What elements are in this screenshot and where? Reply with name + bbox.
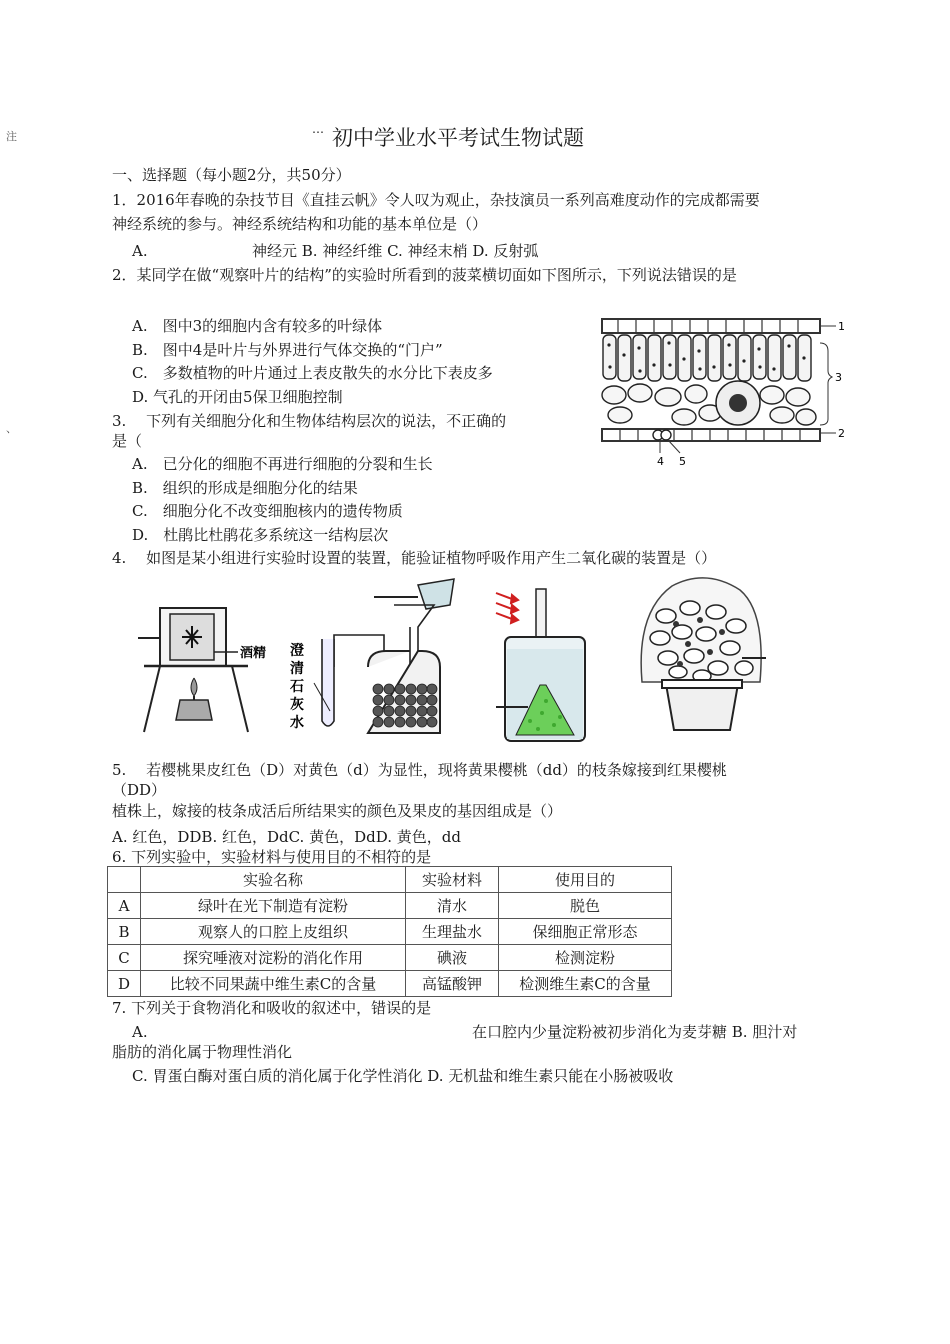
table-cell: B — [108, 919, 141, 945]
margin-mark: 、 — [6, 422, 17, 435]
table-cell: 比较不同果蔬中维生素C的含量 — [141, 971, 406, 997]
figure-label-2: 2 — [838, 427, 845, 440]
apparatus-limewater-figure — [286, 575, 456, 741]
q1-line1: 1．2016年春晚的杂技节目《直挂云帆》令人叹为观止，杂技演员一系列高难度动作的完成都需要 — [112, 191, 760, 209]
q7-line-c: C. 胃蛋白酶对蛋白质的消化属于化学性消化 D. 无机盐和维生素只能在小肠被吸收 — [132, 1067, 674, 1085]
q2-option-d: D. 气孔的开闭由5保卫细胞控制 — [132, 388, 343, 406]
table-row — [108, 945, 672, 971]
label-limewater-5: 水 — [290, 715, 304, 731]
apparatus-potted-plant-figure — [632, 572, 772, 734]
q2-option-a: A. 图中3的细胞内含有较多的叶绿体 — [132, 317, 383, 335]
table-cell: 碘液 — [406, 945, 499, 971]
q7-line-b: 脂肪的消化属于物理性消化 — [112, 1043, 293, 1061]
leaf-cross-section-figure — [596, 315, 854, 471]
q6-experiment-table — [107, 866, 672, 997]
table-row — [108, 971, 672, 997]
q3-stem-line2: 是（ — [112, 432, 143, 450]
table-cell: 绿叶在光下制造有淀粉 — [141, 893, 406, 919]
label-alcohol: 酒精 — [240, 646, 267, 661]
q7-option-a-label: A. — [132, 1023, 148, 1041]
title-mark: … — [312, 122, 324, 136]
q6-stem: 6. 下列实验中，实验材料与使用目的不相符的是 — [112, 848, 432, 866]
apparatus-aquatic-plant-figure — [490, 585, 602, 747]
q5-line1: 5. 若樱桃果皮红色（D）对黄色（d）为显性，现将黄果樱桃（dd）的枝条嫁接到红果樱桃 — [112, 761, 727, 779]
label-limewater-1: 澄 — [290, 643, 304, 659]
table-header: 使用目的 — [499, 867, 672, 893]
table-cell: 探究唾液对淀粉的消化作用 — [141, 945, 406, 971]
q7-line-a: 在口腔内少量淀粉被初步消化为麦芽糖 B. 胆汁对 — [472, 1023, 798, 1041]
q5-options: A. 红色，DDB. 红色，DdC. 黄色，DdD. 黄色，dd — [112, 828, 461, 846]
q4-stem: 4. 如图是某小组进行实验时设置的装置，能验证植物呼吸作用产生二氧化碳的装置是（） — [112, 549, 717, 567]
page-title — [312, 122, 584, 152]
table-cell: 检测维生素C的含量 — [499, 971, 672, 997]
table-row — [108, 893, 672, 919]
table-cell: 检测淀粉 — [499, 945, 672, 971]
table-cell: 高锰酸钾 — [406, 971, 499, 997]
label-limewater-4: 灰 — [290, 697, 304, 713]
table-row — [108, 919, 672, 945]
table-cell: 保细胞正常形态 — [499, 919, 672, 945]
q2-stem: 2．某同学在做“观察叶片的结构”的实验时所看到的菠菜横切面如下图所示，下列说法错误的是 — [112, 266, 737, 284]
q5-line3: 植株上，嫁接的枝条成活后所结果实的颜色及果皮的基因组成是（） — [112, 802, 563, 820]
table-header — [108, 867, 141, 893]
table-header-row — [108, 867, 672, 893]
q3-option-b: B. 组织的形成是细胞分化的结果 — [132, 479, 358, 497]
q5-line2: （DD） — [112, 781, 167, 799]
label-limewater-2: 清 — [290, 661, 304, 677]
q7-stem: 7. 下列关于食物消化和吸收的叙述中，错误的是 — [112, 999, 432, 1017]
q1-options: 神经元 B. 神经纤维 C. 神经末梢 D. 反射弧 — [252, 242, 539, 260]
q2-option-b: B. 图中4是叶片与外界进行气体交换的“门户” — [132, 341, 443, 359]
q3-stem-line1: 3. 下列有关细胞分化和生物体结构层次的说法，不正确的 — [112, 412, 507, 430]
title-text: 初中学业水平考试生物试题 — [332, 126, 584, 150]
table-header: 实验名称 — [141, 867, 406, 893]
table-header: 实验材料 — [406, 867, 499, 893]
margin-mark: 注 — [6, 130, 17, 143]
figure-label-1: 1 — [838, 320, 845, 333]
table-cell: D — [108, 971, 141, 997]
q3-option-a: A. 已分化的细胞不再进行细胞的分裂和生长 — [132, 455, 433, 473]
q3-option-d: D. 杜鹃比杜鹃花多系统这一结构层次 — [132, 526, 389, 544]
q1-option-a-label: A. — [132, 242, 148, 260]
table-cell: 脱色 — [499, 893, 672, 919]
figure-label-5: 5 — [679, 455, 686, 468]
table-cell: 清水 — [406, 893, 499, 919]
table-cell: 观察人的口腔上皮组织 — [141, 919, 406, 945]
apparatus-water-bath-figure — [136, 600, 282, 736]
table-cell: C — [108, 945, 141, 971]
q2-option-c: C. 多数植物的叶片通过上表皮散失的水分比下表皮多 — [132, 364, 493, 382]
table-cell: 生理盐水 — [406, 919, 499, 945]
q3-option-c: C. 细胞分化不改变细胞核内的遗传物质 — [132, 502, 403, 520]
figure-label-3: 3 — [835, 371, 842, 384]
label-limewater-3: 石 — [290, 679, 304, 695]
section-heading: 一、选择题（每小题2分，共50分） — [112, 166, 351, 184]
figure-label-4: 4 — [657, 455, 664, 468]
q1-line2: 神经系统的参与。神经系统结构和功能的基本单位是（） — [112, 215, 488, 233]
table-cell: A — [108, 893, 141, 919]
